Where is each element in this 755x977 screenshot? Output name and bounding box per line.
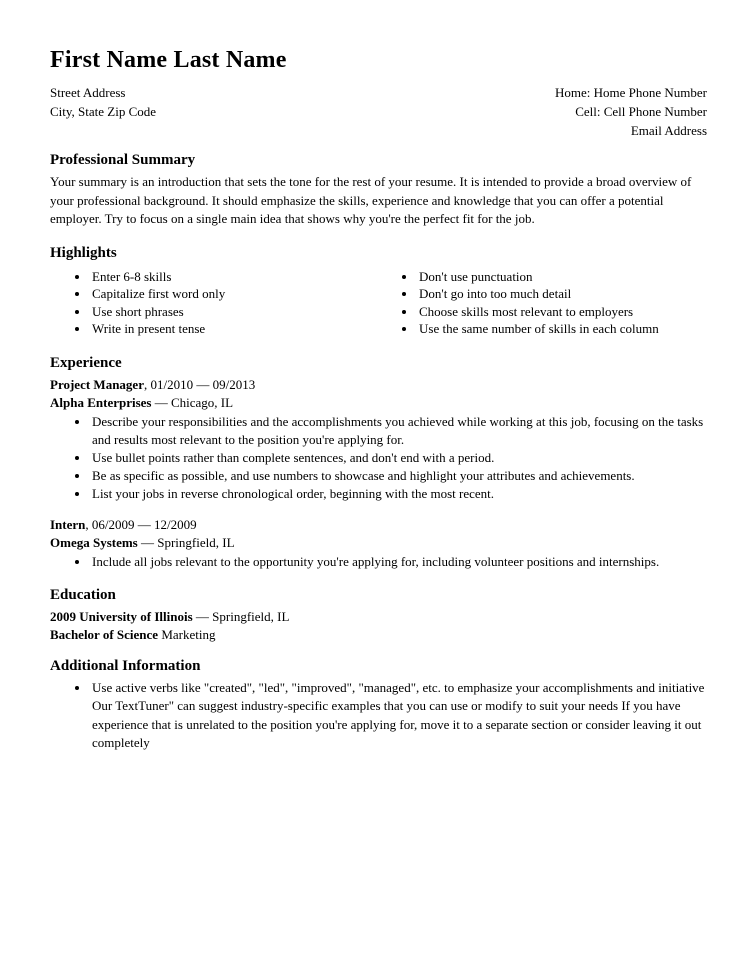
summary-paragraph: Your summary is an introduction that sets the tone for the rest of your resume. It is intended to provide a broad overview of your professional background. It should emphasize the skills, experience and knowledge that you can offer a potential employer. Try to focus on a single main idea that shows why you're the perfect fit for the job. <box>50 174 692 226</box>
resume-name-heading: First Name Last Name <box>50 47 287 73</box>
education-school-line <box>50 608 707 626</box>
highlights-left-list <box>50 268 397 338</box>
section-highlights <box>50 244 707 338</box>
section-additional-information <box>50 657 707 753</box>
job-bullet: • Be as specific as possible, and use numbers to showcase and highlight your attributes and achievements. <box>90 467 707 485</box>
highlights-columns <box>50 266 707 338</box>
highlights-left-column <box>50 266 397 338</box>
additional-info-bullet: • Use active verbs like "created", "led", "improved", "managed", etc. to emphasize your accomplishments and initiative Our TextTuner" can suggest industry-specific examples that you can use or modify to suit your needs If you have experience that is unrelated to the position you're applying for, move it to a separate section or consider leaving it out completely <box>90 679 707 753</box>
job-title: Intern <box>50 516 86 532</box>
highlight-item: • Enter 6-8 skills <box>90 268 397 286</box>
street-address: Street Address <box>50 85 126 100</box>
home-phone: Home: Home Phone Number <box>554 85 707 100</box>
highlight-item: • Capitalize first word only <box>90 285 397 303</box>
job-location: — Springfield, IL <box>137 534 235 550</box>
contact-header <box>50 83 707 140</box>
education-major: Marketing <box>158 626 216 642</box>
section-education <box>50 586 707 644</box>
highlight-item: • Use the same number of skills in each column <box>417 320 707 338</box>
job-entry <box>50 516 707 571</box>
highlight-item: • Use short phrases <box>90 303 397 321</box>
job-bullet: • Use bullet points rather than complete sentences, and don't end with a period. <box>90 449 707 467</box>
section-professional-summary <box>50 151 707 229</box>
job-dates: , 01/2010 — 09/2013 <box>143 376 256 392</box>
highlight-item: • Don't go into too much detail <box>417 285 707 303</box>
additional-info-list <box>50 679 707 753</box>
experience-heading: Experience <box>50 354 122 371</box>
job-company-line <box>50 534 707 552</box>
job-bullet: • Include all jobs relevant to the opportunity you're applying for, including volunteer positions and internships. <box>90 553 707 571</box>
job-company: Alpha Enterprises <box>50 394 152 410</box>
highlight-item: • Choose skills most relevant to employers <box>417 303 707 321</box>
job-bullet: • List your jobs in reverse chronological order, beginning with the most recent. <box>90 485 707 503</box>
highlights-heading: Highlights <box>50 244 117 261</box>
summary-heading: Professional Summary <box>50 152 196 168</box>
city-state-zip: City, State Zip Code <box>50 104 157 119</box>
education-degree: Bachelor of Science <box>50 626 159 642</box>
highlight-item: • Don't use punctuation <box>417 268 707 286</box>
job-company-line <box>50 394 707 412</box>
education-location: — Springfield, IL <box>192 608 290 624</box>
job-title-line <box>50 516 707 534</box>
highlight-item: • Write in present tense <box>90 320 397 338</box>
address-block <box>50 83 156 140</box>
education-school: 2009 University of Illinois <box>50 608 193 624</box>
education-heading: Education <box>50 586 116 603</box>
additional-info-heading: Additional Information <box>50 657 201 674</box>
job-title-line <box>50 376 707 394</box>
job-bullet-list <box>50 413 707 503</box>
email-address: Email Address <box>630 123 707 138</box>
job-entry <box>50 376 707 503</box>
job-bullet-list <box>50 553 707 571</box>
section-experience <box>50 354 707 571</box>
job-location: — Chicago, IL <box>151 394 234 410</box>
contact-block <box>555 83 707 140</box>
highlights-right-list <box>397 268 707 338</box>
job-company: Omega Systems <box>50 534 138 550</box>
job-dates: , 06/2009 — 12/2009 <box>85 516 197 532</box>
job-bullet: • Describe your responsibilities and the accomplishments you achieved while working at this job, focusing on the tasks and results most relevant to the position you're applying for. <box>90 413 707 449</box>
job-title: Project Manager <box>50 376 144 392</box>
cell-phone: Cell: Cell Phone Number <box>575 104 707 119</box>
highlights-right-column <box>397 266 707 338</box>
education-degree-line <box>50 626 707 644</box>
